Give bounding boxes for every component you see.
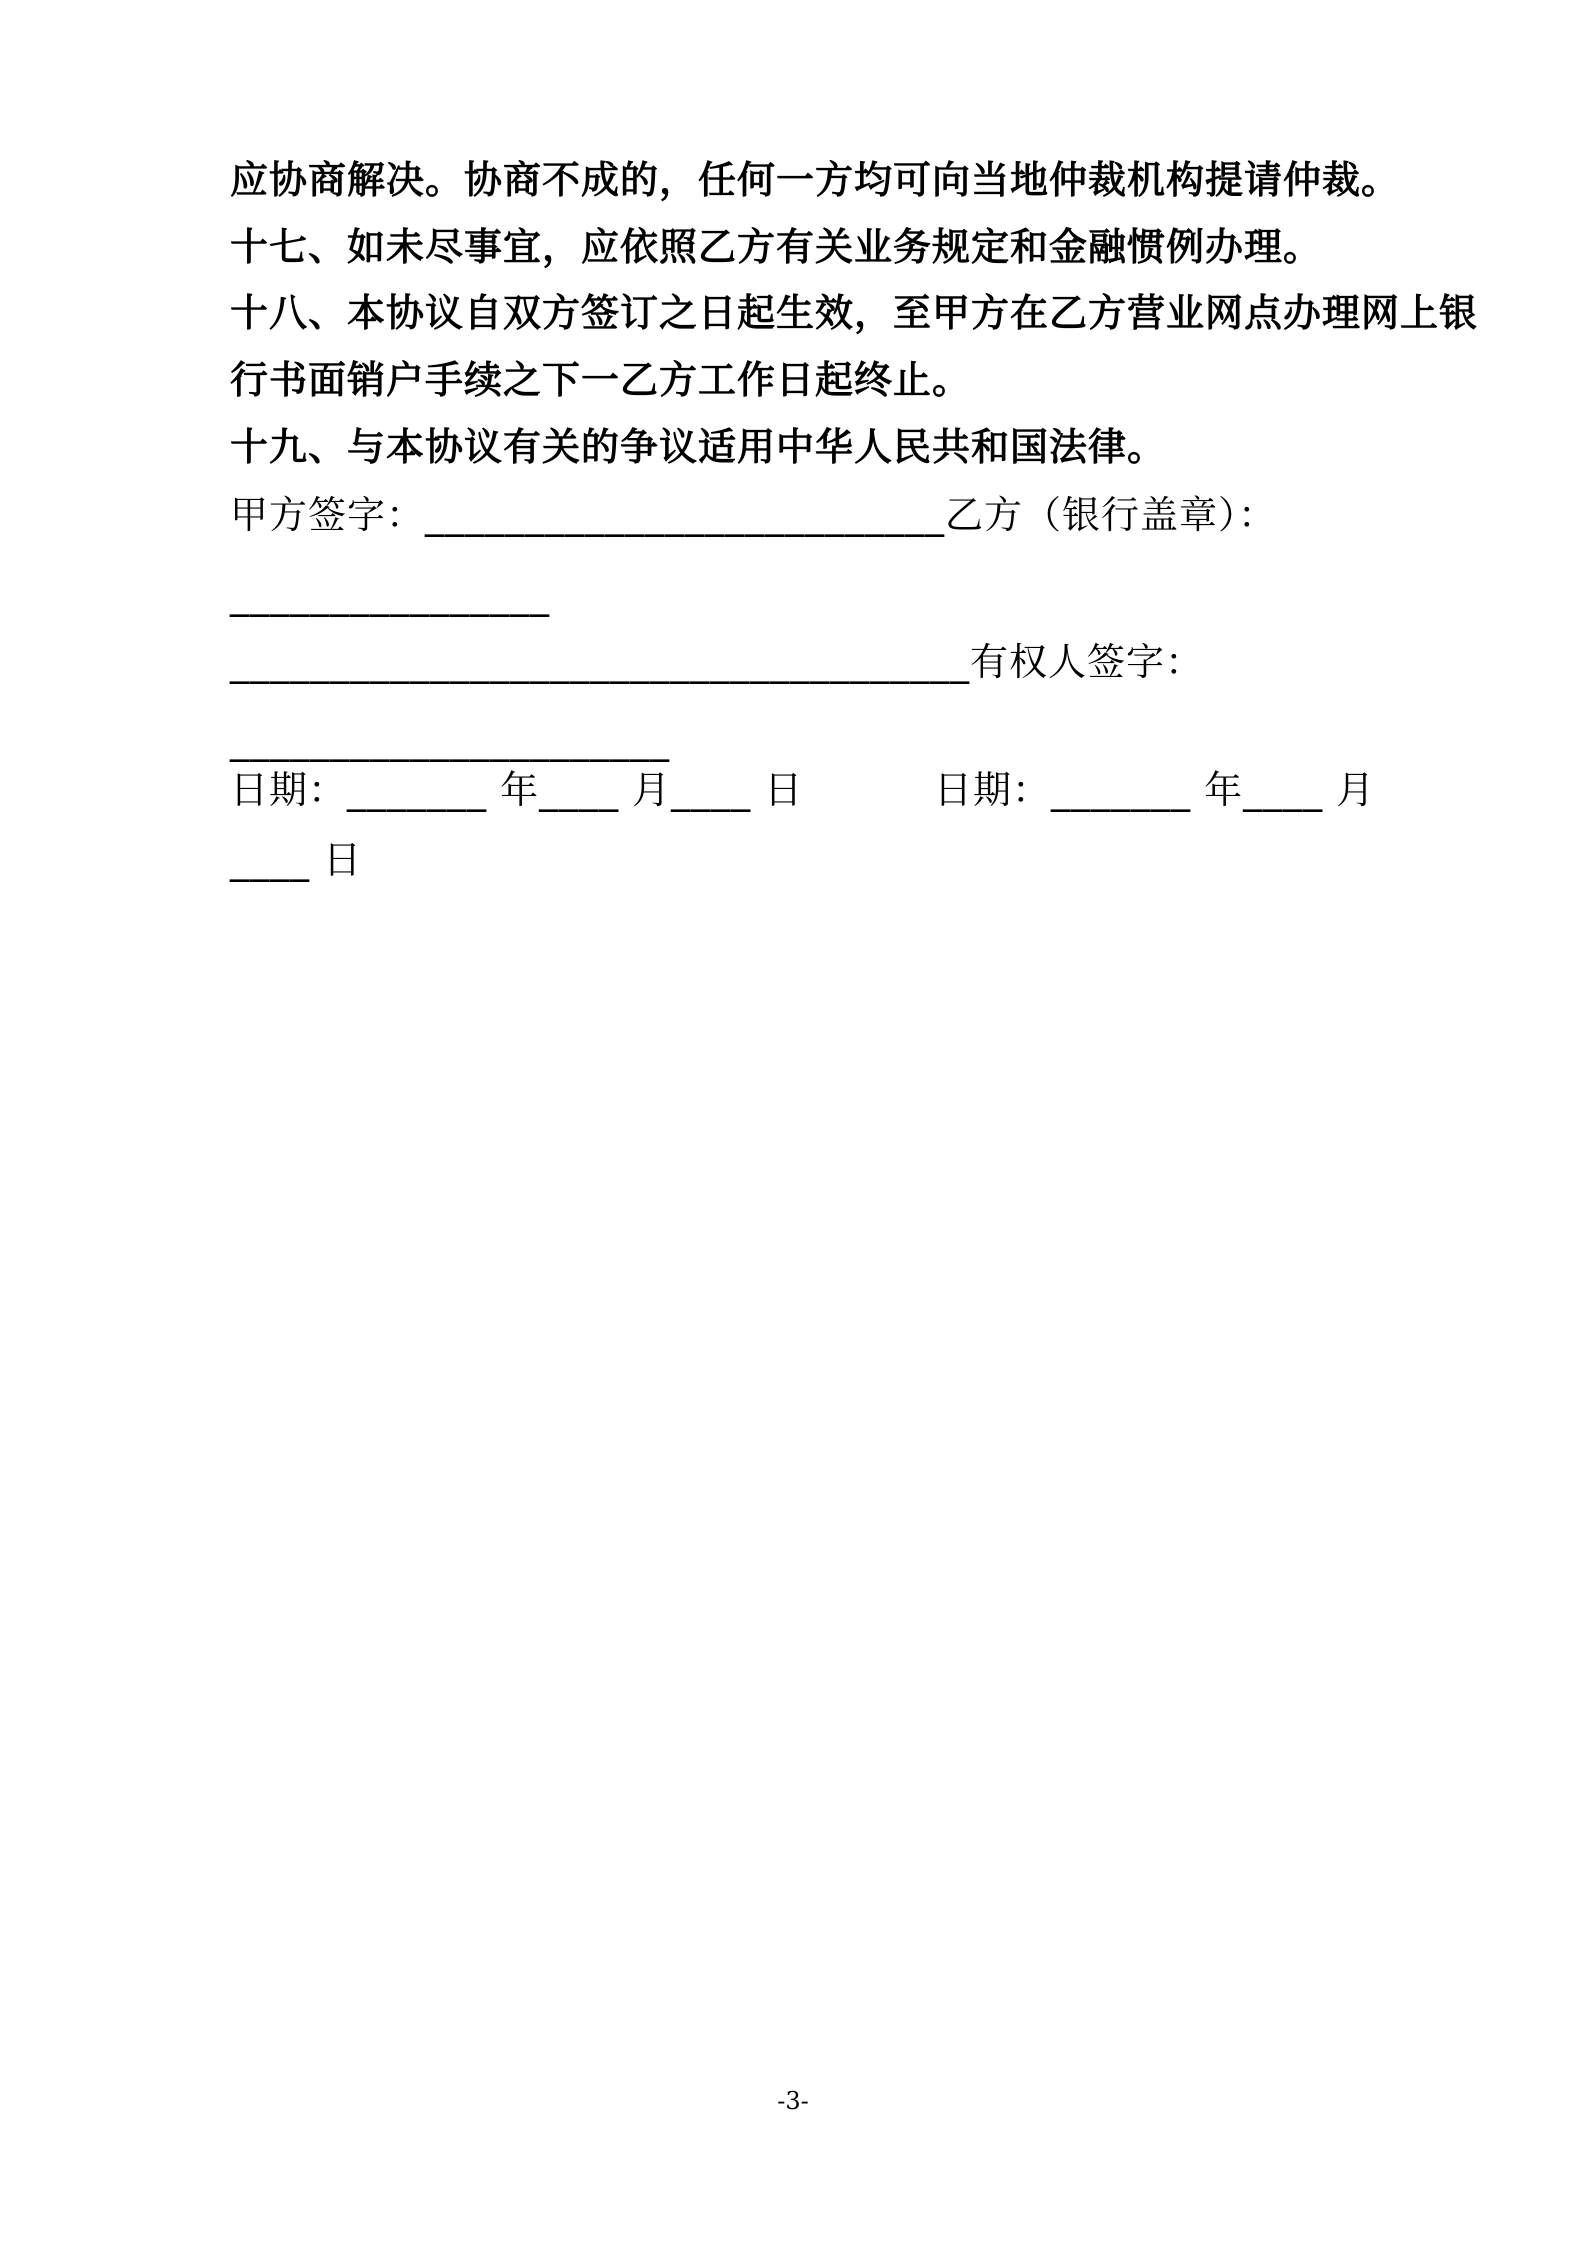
authorized-signature-line: _____________________________________有权人签字：	[230, 640, 1205, 684]
clause-19: 十九、与本协议有关的争议适用中华人民共和国法律。	[230, 425, 1167, 469]
party-a-signature-continuation: ________________	[230, 573, 550, 617]
authorized-signature-continuation: ______________________	[230, 718, 670, 762]
party-a-signature-line: 甲方签字：__________________________乙方（银行盖章）：	[230, 493, 1278, 537]
clause-17: 十七、如未尽事宜，应依照乙方有关业务规定和金融惯例办理。	[230, 225, 1323, 269]
date-line-continuation: ____ 日	[230, 838, 363, 882]
clause-18-line-2: 行书面销户手续之下一乙方工作日起终止。	[230, 358, 972, 402]
page-number: -3-	[777, 2087, 809, 2115]
clause-18-line-1: 十八、本协议自双方签订之日起生效，至甲方在乙方营业网点办理网上银	[230, 291, 1479, 335]
date-line: 日期：_______ 年____ 月____ 日 日期：_______ 年____ 月	[230, 768, 1376, 812]
clause-16-continuation: 应协商解决。协商不成的，任何一方均可向当地仲裁机构提请仲裁。	[230, 158, 1401, 202]
